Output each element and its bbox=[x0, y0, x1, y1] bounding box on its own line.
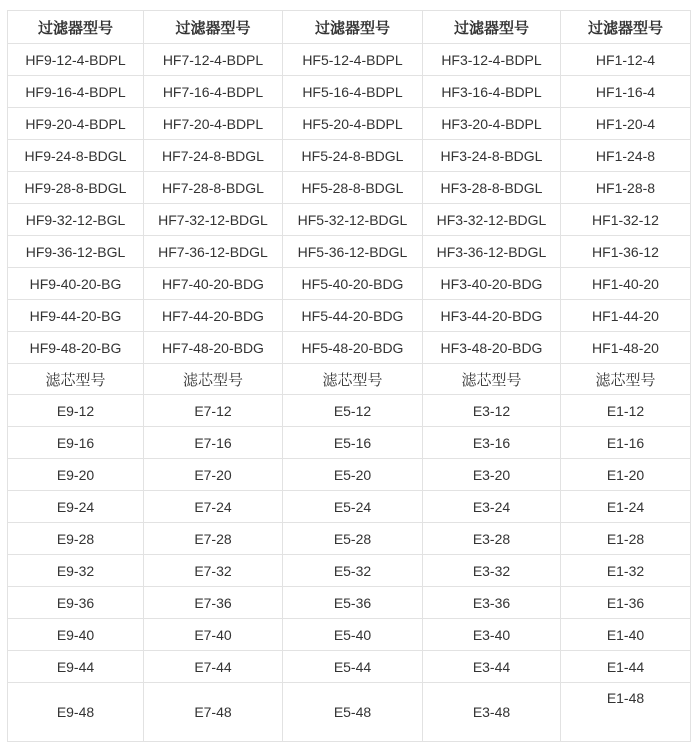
model-cell: E1-32 bbox=[561, 555, 691, 587]
model-table-body bbox=[8, 11, 691, 742]
model-cell: HF7-12-4-BDPL bbox=[144, 44, 283, 76]
table-row bbox=[8, 332, 691, 364]
model-cell: HF9-24-8-BDGL bbox=[8, 140, 144, 172]
filter-header-cell: 过滤器型号 bbox=[144, 11, 283, 44]
filter-header-cell: 过滤器型号 bbox=[561, 11, 691, 44]
table-row bbox=[8, 44, 691, 76]
model-cell: HF7-20-4-BDPL bbox=[144, 108, 283, 140]
model-cell: HF5-16-4-BDPL bbox=[283, 76, 423, 108]
model-cell: E7-40 bbox=[144, 619, 283, 651]
model-cell: E9-24 bbox=[8, 491, 144, 523]
model-cell: E7-44 bbox=[144, 651, 283, 683]
table-row bbox=[8, 491, 691, 523]
filter-model-table bbox=[7, 10, 691, 742]
element-header-cell: 滤芯型号 bbox=[283, 364, 423, 395]
model-cell: E7-20 bbox=[144, 459, 283, 491]
model-cell: HF5-20-4-BDPL bbox=[283, 108, 423, 140]
model-cell: HF1-40-20 bbox=[561, 268, 691, 300]
model-cell: E7-24 bbox=[144, 491, 283, 523]
model-cell: E1-28 bbox=[561, 523, 691, 555]
table-row bbox=[8, 459, 691, 491]
filter-header-cell: 过滤器型号 bbox=[423, 11, 561, 44]
model-cell: E3-28 bbox=[423, 523, 561, 555]
model-cell: HF5-48-20-BDG bbox=[283, 332, 423, 364]
model-cell: E9-36 bbox=[8, 587, 144, 619]
model-cell: HF9-40-20-BG bbox=[8, 268, 144, 300]
filter-header-row bbox=[8, 11, 691, 44]
model-cell: HF9-48-20-BG bbox=[8, 332, 144, 364]
model-cell: E5-16 bbox=[283, 427, 423, 459]
model-cell: E3-40 bbox=[423, 619, 561, 651]
model-cell: HF7-36-12-BDGL bbox=[144, 236, 283, 268]
model-cell: HF5-12-4-BDPL bbox=[283, 44, 423, 76]
model-cell: E1-20 bbox=[561, 459, 691, 491]
model-cell: E7-16 bbox=[144, 427, 283, 459]
model-cell: E9-16 bbox=[8, 427, 144, 459]
model-cell: E7-36 bbox=[144, 587, 283, 619]
table-row bbox=[8, 619, 691, 651]
model-cell: HF9-28-8-BDGL bbox=[8, 172, 144, 204]
model-cell: HF9-16-4-BDPL bbox=[8, 76, 144, 108]
table-row bbox=[8, 587, 691, 619]
model-cell: E5-44 bbox=[283, 651, 423, 683]
model-cell: HF7-32-12-BDGL bbox=[144, 204, 283, 236]
table-row bbox=[8, 395, 691, 427]
model-cell: E5-28 bbox=[283, 523, 423, 555]
table-row bbox=[8, 427, 691, 459]
element-header-row bbox=[8, 364, 691, 395]
model-cell: E3-48 bbox=[423, 683, 561, 742]
model-cell: E9-20 bbox=[8, 459, 144, 491]
model-cell: E5-48 bbox=[283, 683, 423, 742]
model-cell: HF1-44-20 bbox=[561, 300, 691, 332]
model-cell: HF3-40-20-BDG bbox=[423, 268, 561, 300]
model-cell: E9-48 bbox=[8, 683, 144, 742]
model-cell: HF7-40-20-BDG bbox=[144, 268, 283, 300]
model-cell: HF1-36-12 bbox=[561, 236, 691, 268]
element-header-cell: 滤芯型号 bbox=[144, 364, 283, 395]
model-cell: HF1-28-8 bbox=[561, 172, 691, 204]
model-cell: E1-12 bbox=[561, 395, 691, 427]
model-cell: HF5-32-12-BDGL bbox=[283, 204, 423, 236]
model-cell: E1-36 bbox=[561, 587, 691, 619]
model-cell: HF1-16-4 bbox=[561, 76, 691, 108]
model-cell: HF7-24-8-BDGL bbox=[144, 140, 283, 172]
model-cell: E7-32 bbox=[144, 555, 283, 587]
model-cell: E5-32 bbox=[283, 555, 423, 587]
table-row bbox=[8, 683, 691, 742]
model-cell: HF1-24-8 bbox=[561, 140, 691, 172]
model-cell: HF9-32-12-BGL bbox=[8, 204, 144, 236]
element-header-cell: 滤芯型号 bbox=[561, 364, 691, 395]
model-cell: E3-20 bbox=[423, 459, 561, 491]
model-cell: E5-12 bbox=[283, 395, 423, 427]
model-cell: E3-44 bbox=[423, 651, 561, 683]
model-cell: E7-12 bbox=[144, 395, 283, 427]
model-cell: HF3-48-20-BDG bbox=[423, 332, 561, 364]
model-cell: E1-48 bbox=[561, 683, 691, 742]
model-cell: E3-24 bbox=[423, 491, 561, 523]
model-cell: E9-44 bbox=[8, 651, 144, 683]
element-header-cell: 滤芯型号 bbox=[423, 364, 561, 395]
model-cell: E1-40 bbox=[561, 619, 691, 651]
table-row bbox=[8, 523, 691, 555]
model-cell: HF1-48-20 bbox=[561, 332, 691, 364]
model-cell: HF9-12-4-BDPL bbox=[8, 44, 144, 76]
table-row bbox=[8, 204, 691, 236]
model-cell: E5-36 bbox=[283, 587, 423, 619]
model-cell: HF7-44-20-BDG bbox=[144, 300, 283, 332]
model-cell: HF3-44-20-BDG bbox=[423, 300, 561, 332]
model-cell: E9-12 bbox=[8, 395, 144, 427]
table-row bbox=[8, 555, 691, 587]
model-cell: HF3-28-8-BDGL bbox=[423, 172, 561, 204]
model-cell: E3-16 bbox=[423, 427, 561, 459]
table-row bbox=[8, 140, 691, 172]
model-cell: E1-44 bbox=[561, 651, 691, 683]
table-row bbox=[8, 108, 691, 140]
model-cell: HF3-24-8-BDGL bbox=[423, 140, 561, 172]
table-row bbox=[8, 300, 691, 332]
model-cell: HF1-12-4 bbox=[561, 44, 691, 76]
model-cell: HF3-36-12-BDGL bbox=[423, 236, 561, 268]
model-cell: HF5-44-20-BDG bbox=[283, 300, 423, 332]
model-cell: E7-28 bbox=[144, 523, 283, 555]
model-cell: E5-24 bbox=[283, 491, 423, 523]
model-cell: HF5-40-20-BDG bbox=[283, 268, 423, 300]
model-cell: HF3-32-12-BDGL bbox=[423, 204, 561, 236]
model-cell: HF9-20-4-BDPL bbox=[8, 108, 144, 140]
model-cell: E1-24 bbox=[561, 491, 691, 523]
model-cell: E1-16 bbox=[561, 427, 691, 459]
model-cell: HF7-16-4-BDPL bbox=[144, 76, 283, 108]
model-cell: E9-32 bbox=[8, 555, 144, 587]
table-row bbox=[8, 76, 691, 108]
model-cell: HF3-20-4-BDPL bbox=[423, 108, 561, 140]
table-row bbox=[8, 236, 691, 268]
model-cell: E5-40 bbox=[283, 619, 423, 651]
model-cell: HF5-28-8-BDGL bbox=[283, 172, 423, 204]
model-cell: HF3-12-4-BDPL bbox=[423, 44, 561, 76]
table-row bbox=[8, 172, 691, 204]
model-cell: HF3-16-4-BDPL bbox=[423, 76, 561, 108]
model-cell: HF7-48-20-BDG bbox=[144, 332, 283, 364]
model-cell: E3-12 bbox=[423, 395, 561, 427]
table-row bbox=[8, 651, 691, 683]
element-header-cell: 滤芯型号 bbox=[8, 364, 144, 395]
model-cell: HF1-32-12 bbox=[561, 204, 691, 236]
model-cell: E3-36 bbox=[423, 587, 561, 619]
model-cell: HF9-44-20-BG bbox=[8, 300, 144, 332]
model-cell: HF9-36-12-BGL bbox=[8, 236, 144, 268]
model-cell: E3-32 bbox=[423, 555, 561, 587]
filter-header-cell: 过滤器型号 bbox=[8, 11, 144, 44]
model-cell: E9-28 bbox=[8, 523, 144, 555]
model-cell: HF7-28-8-BDGL bbox=[144, 172, 283, 204]
model-cell: HF5-24-8-BDGL bbox=[283, 140, 423, 172]
model-cell: E7-48 bbox=[144, 683, 283, 742]
model-cell: E9-40 bbox=[8, 619, 144, 651]
filter-header-cell: 过滤器型号 bbox=[283, 11, 423, 44]
table-row bbox=[8, 268, 691, 300]
model-cell: HF1-20-4 bbox=[561, 108, 691, 140]
model-cell: HF5-36-12-BDGL bbox=[283, 236, 423, 268]
model-cell: E5-20 bbox=[283, 459, 423, 491]
